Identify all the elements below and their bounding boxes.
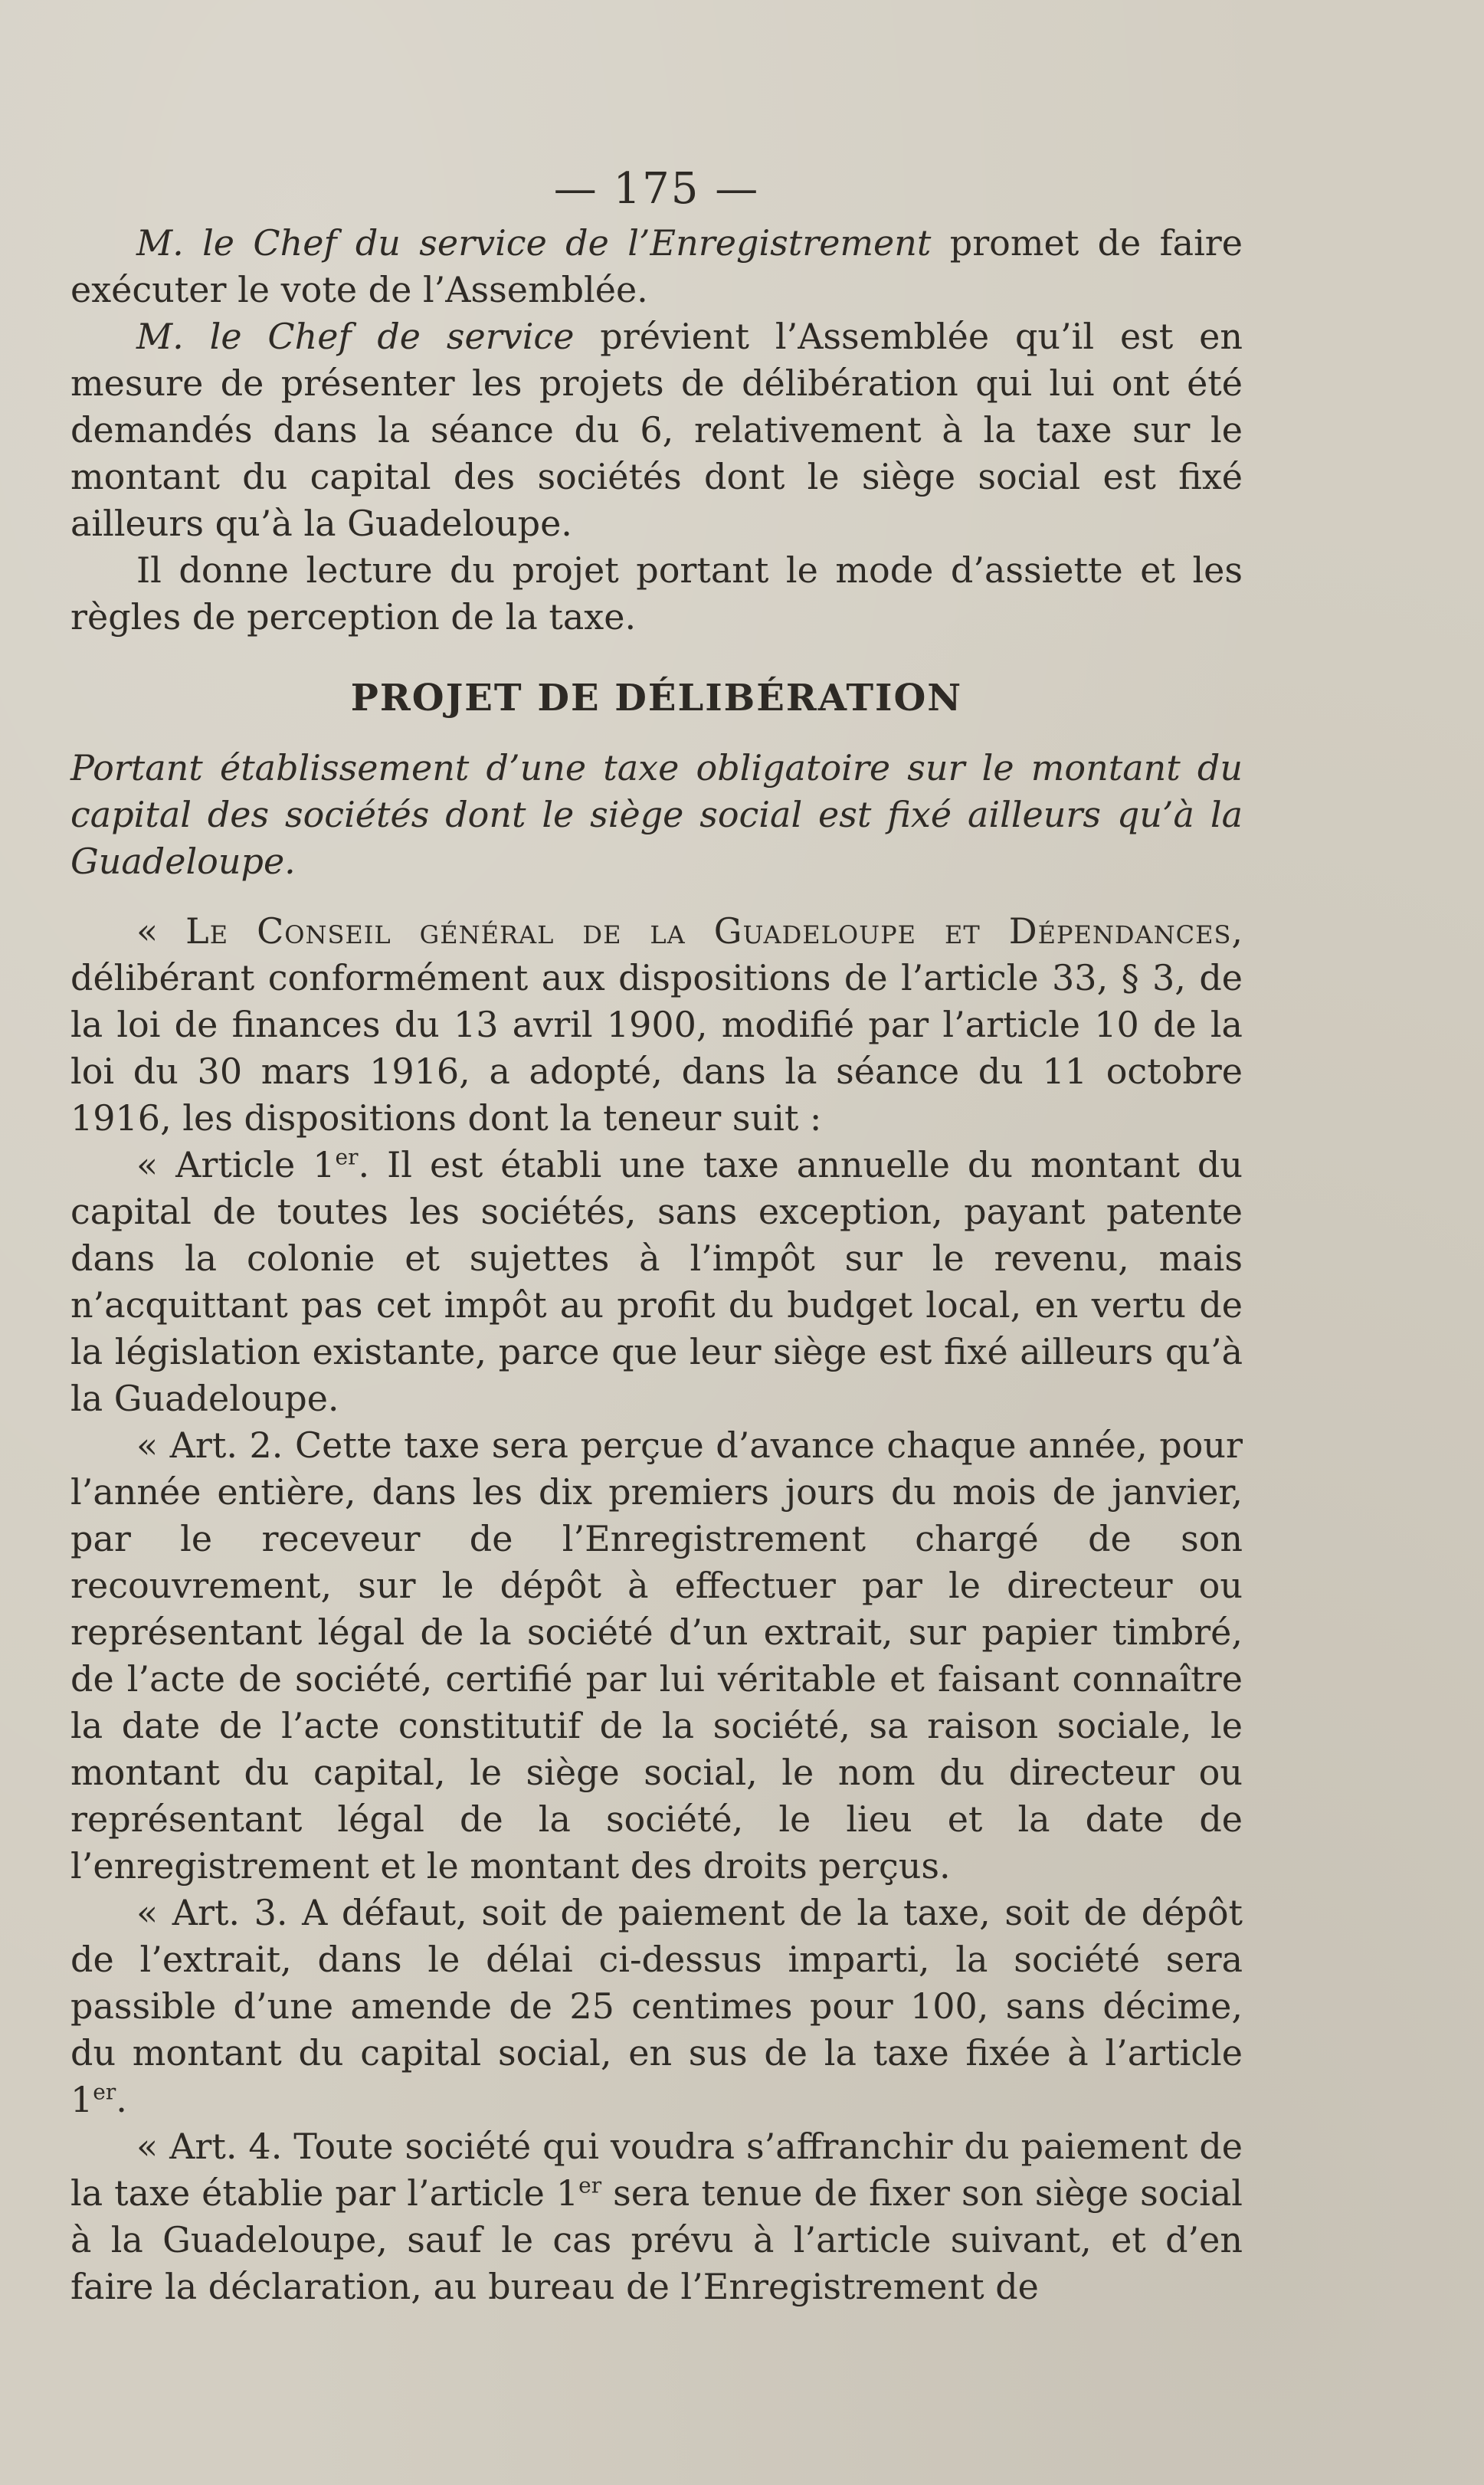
spacer (70, 885, 1243, 908)
page-number: — 175 — (553, 164, 760, 214)
page-text (70, 165, 1243, 2310)
paragraph-chef-promet (70, 220, 1243, 313)
paragraph-lecture: Il donne lecture du projet portant le mode d’assiette et les règles de perception de la taxe. (70, 549, 1243, 638)
heading-subtitle: Portant établissement d’une taxe obligatoire sur le montant du capital des sociétés dont le siège social est fixé ailleurs qu’à la Guadeloupe. (70, 747, 1243, 882)
preamble-paragraph: « Le Conseil général de la Guadeloupe et Dépendances, délibérant conformément aux dispositions de l’article 33, § 3, de la loi de finances du 13 avril 1900, modifié par l’article 10 de la loi du 30 mars 1916, a adopté, dans la séance du 11 octobre 1916, les dispositions dont la teneur suit : (70, 910, 1243, 1139)
spacer (70, 641, 1243, 674)
spacer (70, 722, 1243, 745)
article-2: « Art. 2. Cette taxe sera perçue d’avance chaque année, pour l’année entière, dans les dix premiers jours du mois de janvier, par le receveur de l’Enregistrement chargé de son recouvrement, sur le dépôt à effectuer par le directeur ou représentant légal de la société d’un extrait, sur papier timbré, de l’acte de société, certifié par lui véritable et faisant connaître la date de l’acte constitutif de la société, sa raison sociale, le montant du capital, le siège social, le nom du directeur ou représentant légal de la société, le lieu et la date de l’enregistrement et le montant des droits perçus. (70, 1424, 1243, 1887)
article-4: « Art. 4. Toute société qui voudra s’affranchir du paiement de la taxe établie par l’article 1er sera tenue de fixer son siège social à la Guadeloupe, sauf le cas prévu à l’article suivant, et d’en faire la déclaration, au bureau de l’Enregistrement de (70, 2126, 1243, 2307)
paragraph-text: promet de faire exécuter le vote de l’Assemblée. (70, 222, 1243, 310)
speaker-name: M. le Chef de service (136, 316, 575, 357)
paragraph-chef-previent (70, 313, 1243, 547)
article-1: « Article 1er. Il est établi une taxe annuelle du montant du capital de toutes les sociétés, sans exception, payant patente dans la colonie et sujettes à l’impôt sur le revenu, mais n’acquittant pas cet impôt au profit du budget local, en vertu de la législation existante, parce que leur siège est fixé ailleurs qu’à la Guadeloupe. (70, 1144, 1243, 1419)
speaker-name: M. le Chef du service de l’Enregistrement (136, 222, 932, 264)
article-3: « Art. 3. A défaut, soit de paiement de la taxe, soit de dépôt de l’extrait, dans le délai ci-dessus imparti, la société sera passible d’une amende de 25 centimes pour 100, sans décime, du montant du capital social, en sus de la taxe fixée à l’article 1er. (70, 1892, 1243, 2120)
council-name: Le Conseil général de la Guadeloupe et Dépendances (185, 910, 1232, 952)
section-heading: PROJET DE DÉLIBÉRATION (350, 677, 963, 720)
paragraph-text: prévient l’Assemblée qu’il est en mesure de présenter les projets de délibération qui lui ont été demandés dans la séance du 6, relativement à la taxe sur le montant du capital des sociétés dont le siège social est fixé ailleurs qu’à la Guadeloupe. (70, 316, 1243, 544)
